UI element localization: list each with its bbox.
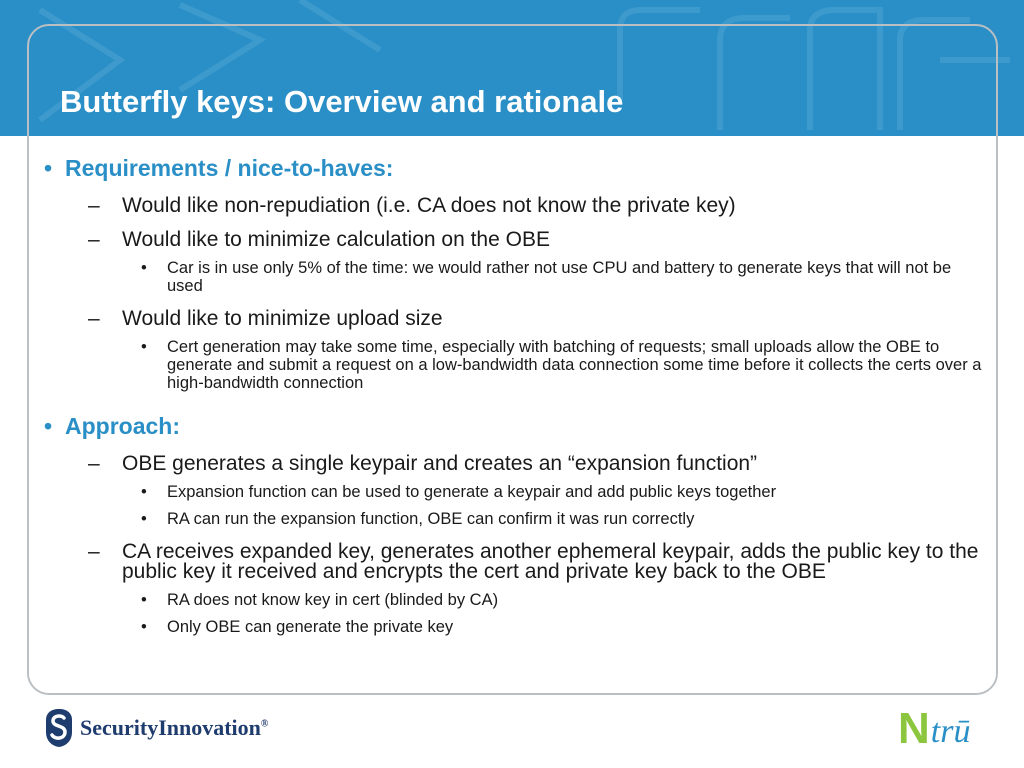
sub-list-item	[44, 483, 988, 501]
list-item	[44, 230, 988, 250]
slide-body	[44, 154, 988, 636]
list-item	[44, 309, 988, 329]
small-bullet-icon: •	[141, 510, 147, 528]
section-heading	[44, 154, 988, 182]
section-heading-text: Requirements / nice-to-haves:	[65, 155, 394, 181]
sub-list-item	[44, 510, 988, 528]
list-item-text: Would like to minimize calculation on the OBE	[122, 228, 550, 251]
dash-icon: –	[88, 228, 100, 251]
section-heading	[44, 412, 988, 440]
ntru-logo	[898, 703, 970, 751]
ntru-n-letter: N	[898, 704, 930, 753]
small-bullet-icon: •	[141, 259, 147, 277]
dash-icon: –	[88, 540, 100, 563]
dash-icon: –	[88, 307, 100, 330]
sub-list-item-text: Car is in use only 5% of the time: we would rather not use CPU and battery to generate keys that will not be used	[167, 259, 952, 295]
sub-list-item-text: Cert generation may take some time, especially with batching of requests; small uploads allow the OBE to generate and submit a request on a low-bandwidth data connection some time before it collects the certs over a high-bandwidth connection	[167, 338, 982, 392]
sub-list-item-text: Only OBE can generate the private key	[167, 618, 454, 636]
sub-list-item-text: RA can run the expansion function, OBE can confirm it was run correctly	[167, 510, 695, 528]
brand-text: SecurityInnovation®	[80, 715, 269, 740]
security-innovation-logo	[44, 708, 268, 748]
small-bullet-icon: •	[141, 618, 147, 636]
slide-title: Butterfly keys: Overview and rationale	[60, 84, 624, 119]
s-shield-icon	[44, 708, 74, 748]
sub-list-item	[44, 338, 988, 392]
list-item-text: CA receives expanded key, generates another ephemeral keypair, adds the public key to the public key it received and encrypts the cert and private key back to the OBE	[122, 540, 979, 583]
sub-list-item	[44, 618, 988, 636]
sub-list-item-text: RA does not know key in cert (blinded by CA)	[167, 591, 499, 609]
small-bullet-icon: •	[141, 483, 147, 501]
list-item-text: Would like to minimize upload size	[122, 307, 443, 330]
list-item	[44, 542, 988, 582]
list-item-text: OBE generates a single keypair and creates an “expansion function”	[122, 452, 758, 475]
list-item	[44, 196, 988, 216]
bullet-icon: •	[44, 413, 53, 439]
list-item	[44, 454, 988, 474]
dash-icon: –	[88, 194, 100, 217]
sub-list-item-text: Expansion function can be used to generate a keypair and add public keys together	[167, 483, 777, 501]
ntru-tru-letters: trū	[930, 713, 971, 750]
sub-list-item	[44, 591, 988, 609]
list-item-text: Would like non-repudiation (i.e. CA does not know the private key)	[122, 194, 736, 217]
sub-list-item	[44, 259, 988, 295]
dash-icon: –	[88, 452, 100, 475]
bullet-icon: •	[44, 155, 53, 181]
small-bullet-icon: •	[141, 591, 147, 609]
section-heading-text: Approach:	[65, 413, 180, 439]
small-bullet-icon: •	[141, 338, 147, 356]
